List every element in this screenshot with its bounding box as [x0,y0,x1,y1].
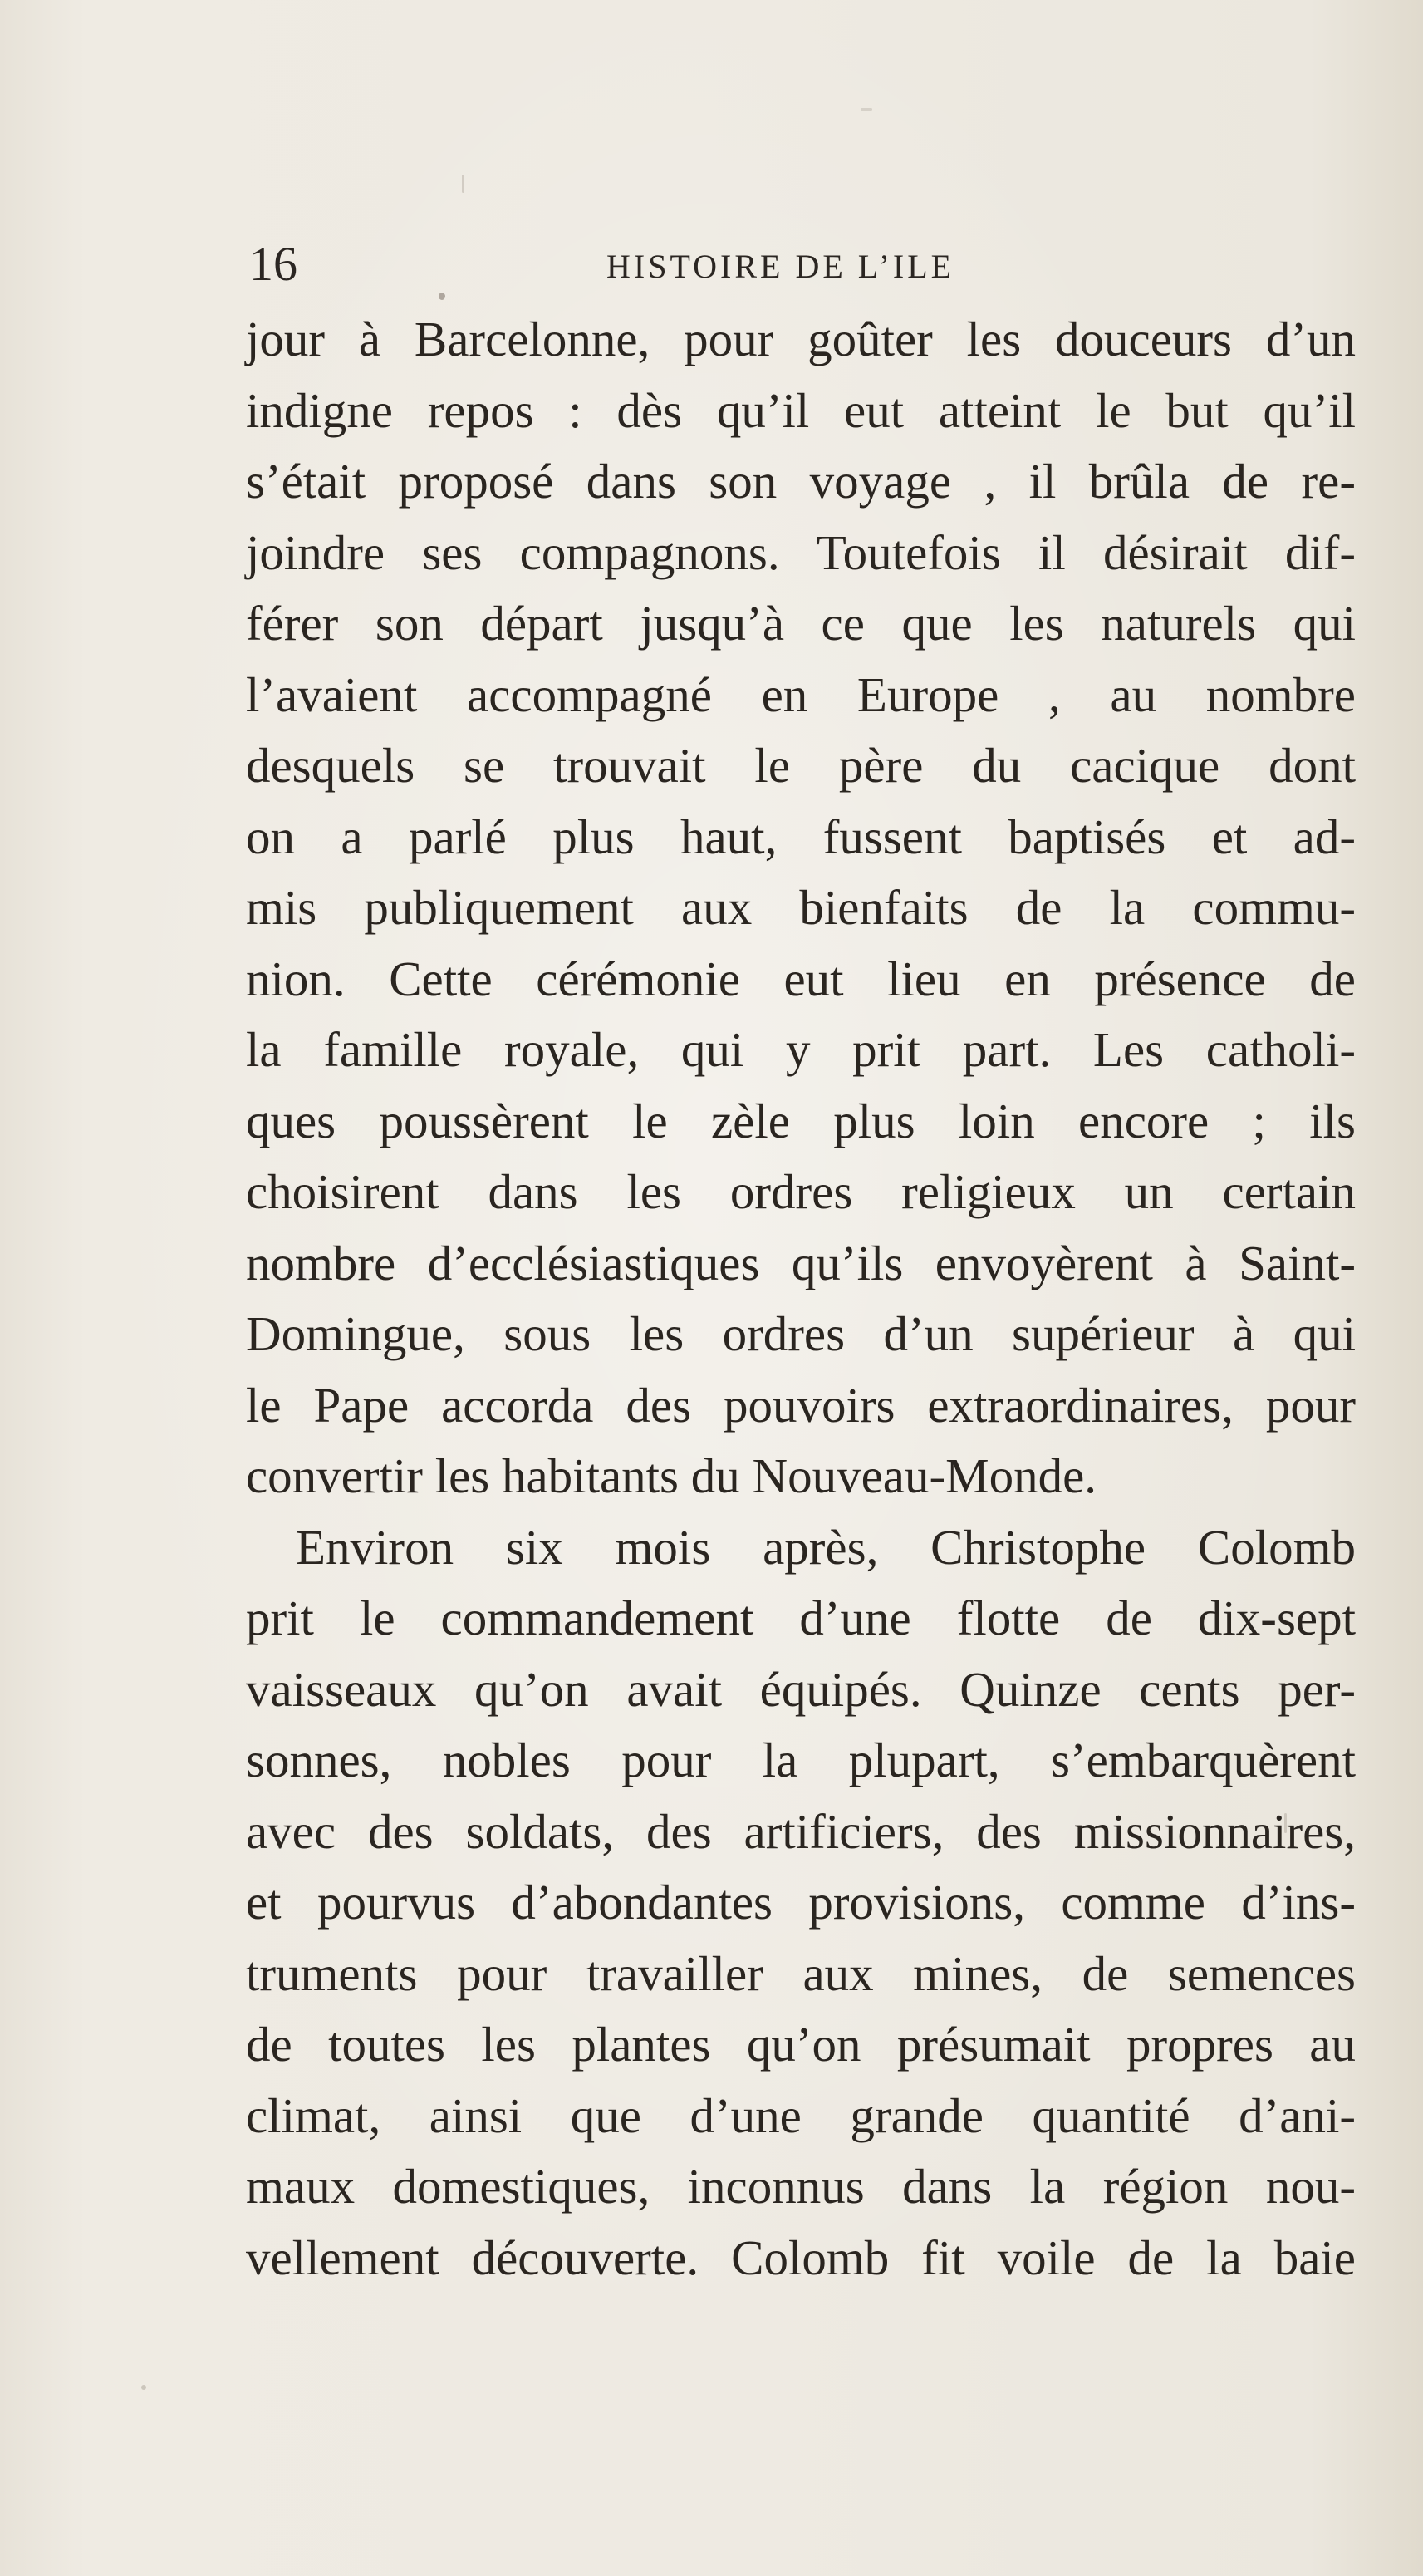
paragraph-1 [246,304,1356,1512]
text-line: vaisseaux qu’on avait équipés. Quinze cents per- [246,1661,1356,1717]
text-line: ques poussèrent le zèle plus loin encore ; ils [246,1093,1356,1148]
text-line: l’avaient accompagné en Europe , au nombre [246,666,1356,722]
paper-speck [439,293,445,300]
text-line: maux domestiques, inconnus dans la région nou- [246,2159,1356,2214]
text-line: et pourvus d’abondantes provisions, comme d’ins- [246,1875,1356,1930]
text-line: nion. Cette cérémonie eut lieu en présence de [246,951,1356,1006]
page-number: 16 [249,237,297,291]
text-line: convertir les habitants du Nouveau-Monde. [246,1448,1097,1503]
text-line: climat, ainsi que d’une grande quantité d’ani- [246,2087,1356,2143]
text-line: de toutes les plantes qu’on présumait propres au [246,2017,1356,2072]
text-line: vellement découverte. Colomb fit voile de la baie [246,2229,1356,2285]
text-line: joindre ses compagnons. Toutefois il désirait dif- [246,524,1356,580]
paper-speck [861,108,872,111]
paper-speck [141,2385,146,2390]
text-line: Domingue, sous les ordres d’un supérieur à qui [246,1306,1356,1361]
body-text [246,304,1356,2293]
text-line: on a parlé plus haut, fussent baptisés et ad- [246,809,1356,864]
text-line: sonnes, nobles pour la plupart, s’embarquèrent [246,1733,1356,1787]
text-line: indigne repos : dès qu’il eut atteint le but qu’il [246,382,1356,438]
text-line: nombre d’ecclésiastiques qu’ils envoyèrent à Saint- [246,1235,1356,1290]
text-line: la famille royale, qui y prit part. Les catholi- [246,1022,1356,1077]
text-line: mis publiquement aux bienfaits de la commu- [246,880,1356,935]
text-line: Environ six mois après, Christophe Colomb [296,1519,1356,1575]
text-line: desquels se trouvait le père du cacique dont [246,738,1356,793]
paper-speck [462,175,464,193]
text-line: prit le commandement d’une flotte de dix-sept [246,1590,1356,1645]
text-line: avec des soldats, des artificiers, des missionnaires, [246,1803,1356,1859]
text-line: truments pour travailler aux mines, de semences [246,1945,1356,2001]
text-line: jour à Barcelonne, pour goûter les douceurs d’un [246,312,1356,366]
page-header [249,231,1354,297]
paper-speck [1284,1813,1287,1833]
text-line: choisirent dans les ordres religieux un certain [246,1164,1356,1219]
text-line: férer son départ jusqu’à ce que les naturels qui [246,596,1356,651]
paragraph-2 [246,1512,1356,2294]
text-line: le Pape accorda des pouvoirs extraordinaires, pour [246,1377,1356,1433]
text-line: s’était proposé dans son voyage , il brûla de re- [246,454,1356,509]
running-head: HISTOIRE DE L’ILE [606,248,955,285]
